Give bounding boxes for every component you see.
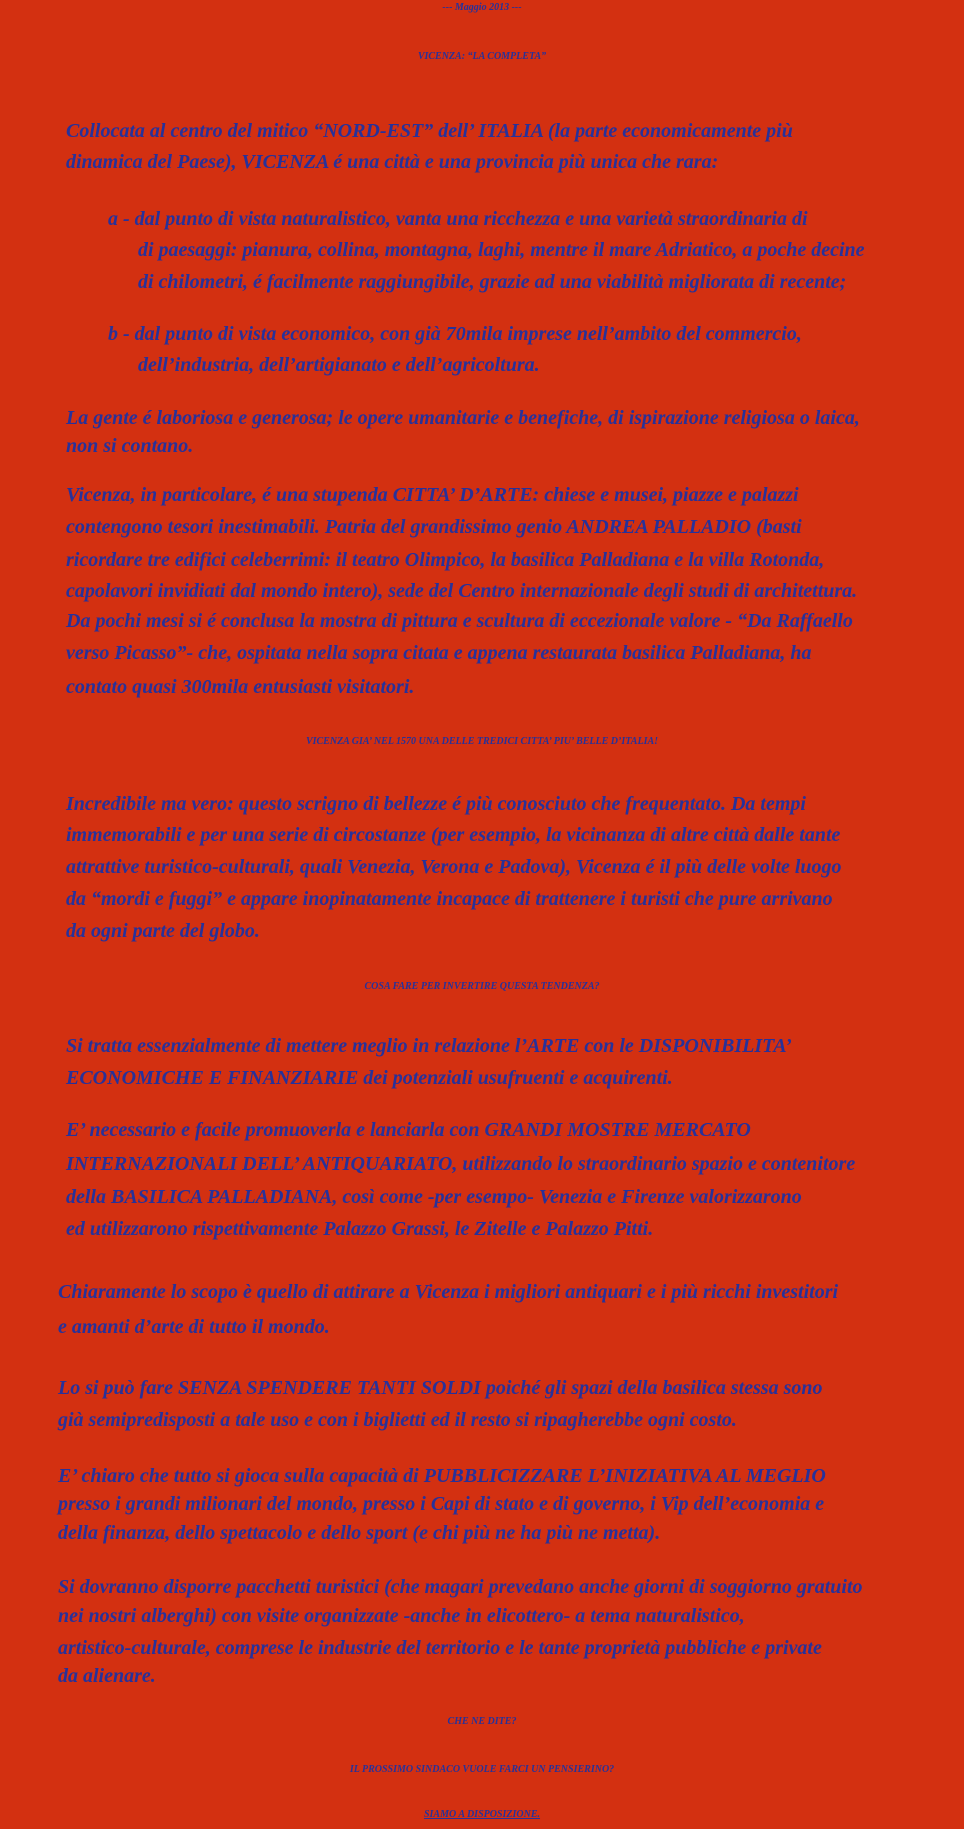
- exhibitions-line-2: INTERNAZIONALI DELL’ ANTIQUARIATO, utilizzando lo straordinario spazio e contenitore: [66, 1153, 856, 1175]
- art-line-3: ricordare tre edifici celeberrimi: il teatro Olimpico, la basilica Palladiana e la villa Rotonda,: [66, 549, 825, 571]
- incredible-line-3: attrattive turistico-culturali, quali Venezia, Verona e Padova), Vicenza é il più delle volte luogo: [66, 856, 842, 878]
- closing-question: CHE NE DITE?: [447, 1716, 517, 1727]
- advertise-line-1: E’ chiaro che tutto si gioca sulla capacità di PUBBLICIZZARE L’INIZIATIVA AL MEGLIO: [58, 1465, 826, 1487]
- cost-line-2: già semipredisposti a tale uso e con i biglietti ed il resto si ripagherebbe ogni costo.: [58, 1409, 737, 1431]
- connect-line-1: Si tratta essenzialmente di mettere meglio in relazione l’ARTE con le DISPONIBILITA’: [66, 1035, 792, 1057]
- list-a-line-3: di chilometri, é facilmente raggiungibile, grazie ad una viabilità migliorata di recente;: [138, 271, 847, 293]
- list-a-line-1: a - dal punto di vista naturalistico, vanta una ricchezza e una varietà straordinaria di: [108, 208, 808, 230]
- closing-mayor: IL PROSSIMO SINDACO VUOLE FARCI UN PENSIERINO?: [349, 1764, 615, 1775]
- heading-invert-trend: COSA FARE PER INVERTIRE QUESTA TENDENZA?: [364, 981, 600, 992]
- exhibitions-line-4: ed utilizzarono rispettivamente Palazzo Grassi, le Zitelle e Palazzo Pitti.: [66, 1218, 654, 1240]
- people-line-2: non si contano.: [66, 435, 194, 457]
- list-b-line-1: b - dal punto di vista economico, con già 70mila imprese nell’ambito del commercio,: [108, 323, 802, 345]
- list-a-line-2: di paesaggi: pianura, collina, montagna, laghi, mentre il mare Adriatico, a poche decine: [138, 239, 865, 261]
- list-b-line-2: dell’industria, dell’artigianato e dell’agricoltura.: [138, 354, 540, 376]
- incredible-line-2: immemorabili e per una serie di circostanze (per esempio, la vicinanza di altre città dalle tante: [66, 824, 841, 846]
- packages-line-4: da alienare.: [58, 1665, 156, 1687]
- packages-line-3: artistico-culturale, comprese le industrie del territorio e le tante proprietà pubbliche e private: [58, 1637, 822, 1659]
- art-line-2: contengono tesori inestimabili. Patria del grandissimo genio ANDREA PALLADIO (basti: [66, 516, 802, 538]
- advertise-line-2: presso i grandi milionari del mondo, presso i Capi di stato e di governo, i Vip dell’economia e: [58, 1493, 825, 1515]
- intro-line-2: dinamica del Paese), VICENZA é una città e una provincia più unica che rara:: [66, 151, 719, 173]
- intro-line-1: Collocata al centro del mitico “NORD-EST” dell’ ITALIA (la parte economicamente più: [66, 120, 793, 142]
- incredible-line-1: Incredibile ma vero: questo scrigno di bellezze é più conosciuto che frequentato. Da tempi: [66, 793, 806, 815]
- art-line-7: contato quasi 300mila entusiasti visitatori.: [66, 676, 415, 698]
- packages-line-2: nei nostri alberghi) con visite organizzate -anche in elicottero- a tema naturalistico,: [58, 1605, 745, 1627]
- art-line-4: capolavori invidiati dal mondo intero), sede del Centro internazionale degli studi di architettura.: [66, 580, 858, 602]
- date-line: --- Maggio 2013 ---: [442, 2, 522, 13]
- incredible-line-4: da “mordi e fuggi” e appare inopinatamente incapace di trattenere i turisti che pure arrivano: [66, 888, 833, 910]
- incredible-line-5: da ogni parte del globo.: [66, 920, 260, 942]
- goal-line-1: Chiaramente lo scopo è quello di attirare a Vicenza i migliori antiquari e i più ricchi investitori: [58, 1281, 839, 1303]
- exhibitions-line-1: E’ necessario e facile promuoverla e lanciarla con GRANDI MOSTRE MERCATO: [66, 1119, 751, 1141]
- art-line-5: Da pochi mesi si é conclusa la mostra di pittura e scultura di eccezionale valore - “Da Raffaello: [66, 610, 853, 632]
- art-line-1: Vicenza, in particolare, é una stupenda CITTA’ D’ARTE: chiese e musei, piazze e palazzi: [66, 484, 799, 506]
- advertise-line-3: della finanza, dello spettacolo e dello sport (e chi più ne ha più ne metta).: [58, 1522, 661, 1544]
- goal-line-2: e amanti d’arte di tutto il mondo.: [58, 1316, 330, 1338]
- heading-1570: VICENZA GIA’ NEL 1570 UNA DELLE TREDICI CITTA’ PIU’ BELLE D’ITALIA!: [305, 736, 659, 747]
- page-title: VICENZA: “LA COMPLETA”: [417, 51, 547, 62]
- people-line-1: La gente é laboriosa e generosa; le opere umanitarie e benefiche, di ispirazione religiosa o laica,: [66, 407, 860, 429]
- cost-line-1: Lo si può fare SENZA SPENDERE TANTI SOLDI poiché gli spazi della basilica stessa sono: [58, 1377, 823, 1399]
- packages-line-1: Si dovranno disporre pacchetti turistici (che magari prevedano anche giorni di soggiorno gratuito: [58, 1576, 863, 1598]
- exhibitions-line-3: della BASILICA PALLADIANA, così come -per esempo- Venezia e Firenze valorizzarono: [66, 1186, 802, 1208]
- art-line-6: verso Picasso”- che, ospitata nella sopra citata e appena restaurata basilica Palladiana, ha: [66, 642, 812, 664]
- closing-available: SIAMO A DISPOSIZIONE.: [423, 1809, 541, 1820]
- connect-line-2: ECONOMICHE E FINANZIARIE dei potenziali usufruenti e acquirenti.: [66, 1067, 673, 1089]
